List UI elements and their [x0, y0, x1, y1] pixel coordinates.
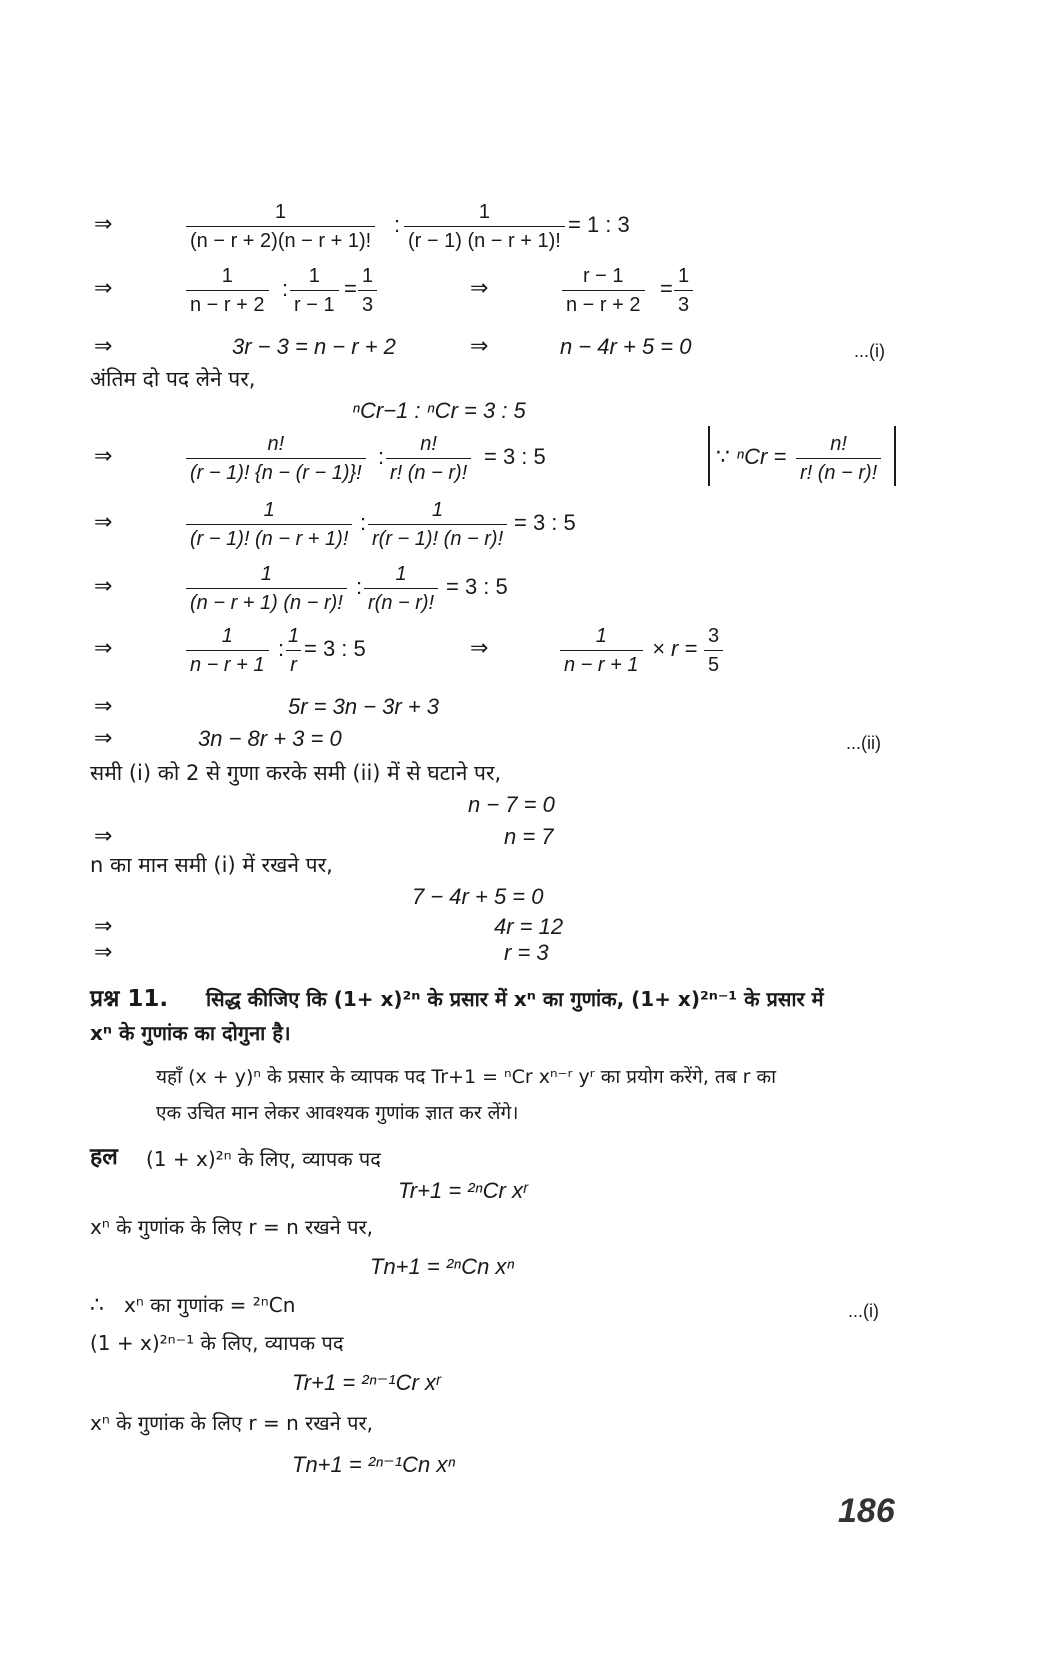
side-note-lhs: ∵ ⁿCr =	[716, 444, 787, 469]
implies-arrow: ⇒	[470, 276, 489, 301]
equals: =	[344, 276, 357, 301]
fraction	[674, 264, 693, 317]
numerator: 1	[595, 625, 607, 647]
equation-tag: ...(i)	[848, 1301, 879, 1321]
implies-arrow: ⇒	[470, 334, 489, 359]
equation: n − 7 = 0	[468, 792, 555, 817]
ratio-line: ⁿCr−1 : ⁿCr = 3 : 5	[352, 398, 526, 423]
general-term: Tr+1 = ²ⁿ⁻¹Cr xʳ	[292, 1370, 441, 1395]
equation-tag: ...(ii)	[846, 733, 881, 753]
equation: 7 − 4r + 5 = 0	[412, 884, 544, 909]
denominator: (r − 1) (n − r + 1)!	[404, 226, 565, 253]
hint-text: एक उचित मान लेकर आवश्यक गुणांक ज्ञात कर लेंगे।	[156, 1102, 519, 1124]
equation: n − 4r + 5 = 0	[560, 334, 692, 359]
ratio-colon: :	[394, 212, 401, 237]
numerator: 1	[308, 265, 320, 287]
denominator: r − 1	[290, 290, 339, 317]
equation-result: = 3 : 5	[304, 636, 366, 661]
equation: 3n − 8r + 3 = 0	[198, 726, 342, 751]
question-text: सिद्ध कीजिए कि (1+ x)²ⁿ के प्रसार में xⁿ का गुणांक, (1+ x)²ⁿ⁻¹ के प्रसार में	[206, 987, 824, 1011]
implies-arrow: ⇒	[94, 940, 113, 965]
hindi-text: n का मान समी (i) में रखने पर,	[90, 853, 333, 877]
denominator: r(r − 1)! (n − r)!	[368, 524, 507, 551]
numerator: 1	[221, 265, 233, 287]
numerator: 1	[288, 625, 300, 647]
hindi-text: अंतिम दो पद लेने पर,	[90, 367, 256, 391]
ratio-colon: :	[282, 276, 289, 301]
solution-text: xⁿ के गुणांक के लिए r = n रखने पर,	[90, 1411, 373, 1435]
fraction	[562, 264, 645, 317]
fraction	[284, 624, 303, 677]
denominator: 3	[674, 290, 693, 317]
numerator: n!	[830, 433, 847, 455]
implies-arrow: ⇒	[94, 510, 113, 535]
numerator: 1	[478, 201, 490, 223]
numerator: 1	[221, 625, 233, 647]
question-label: प्रश्न 11.	[90, 986, 169, 1012]
fraction	[186, 562, 347, 615]
implies-arrow: ⇒	[94, 574, 113, 599]
fraction	[186, 264, 269, 317]
implies-arrow: ⇒	[94, 914, 113, 939]
denominator: (n − r + 2)(n − r + 1)!	[186, 226, 375, 253]
denominator: n − r + 2	[186, 290, 269, 317]
fraction	[290, 264, 339, 317]
implies-arrow: ⇒	[94, 694, 113, 719]
denominator: n − r + 2	[562, 290, 645, 317]
general-term: Tn+1 = ²ⁿ⁻¹Cn xⁿ	[292, 1452, 456, 1477]
denominator: r! (n − r)!	[796, 458, 881, 485]
coefficient-line: xⁿ का गुणांक = ²ⁿCn	[124, 1293, 296, 1317]
implies-arrow: ⇒	[94, 824, 113, 849]
implies-arrow: ⇒	[94, 444, 113, 469]
numerator: 1	[263, 499, 275, 521]
fraction	[186, 624, 269, 677]
fraction	[386, 432, 471, 485]
denominator: (n − r + 1) (n − r)!	[186, 588, 347, 615]
denominator: r! (n − r)!	[386, 458, 471, 485]
therefore-symbol: ∴	[90, 1292, 104, 1317]
implies-arrow: ⇒	[94, 636, 113, 661]
denominator: r	[286, 650, 301, 677]
equation: 5r = 3n − 3r + 3	[288, 694, 440, 719]
implies-arrow: ⇒	[470, 636, 489, 661]
page-number: 186	[838, 1492, 895, 1530]
equals: =	[660, 276, 673, 301]
fraction	[358, 264, 377, 317]
ratio-colon: :	[278, 636, 285, 661]
numerator: 1	[678, 265, 690, 287]
equation-result: = 3 : 5	[514, 510, 576, 535]
equation-result: = 1 : 3	[568, 212, 630, 237]
numerator: 1	[260, 563, 272, 585]
general-term: Tr+1 = ²ⁿCr xʳ	[398, 1178, 528, 1203]
equation: n = 7	[504, 824, 554, 849]
equation: 3r − 3 = n − r + 2	[232, 334, 396, 359]
equation-result: = 3 : 5	[484, 444, 546, 469]
ratio-colon: :	[356, 574, 363, 599]
solution-text: (1 + x)²ⁿ⁻¹ के लिए, व्यापक पद	[90, 1331, 344, 1355]
numerator: r − 1	[582, 265, 624, 287]
fraction	[186, 200, 375, 253]
fraction	[186, 498, 352, 551]
numerator: 1	[432, 499, 444, 521]
numerator: 3	[708, 625, 720, 647]
denominator: (r − 1)! {n − (r − 1)}!	[186, 458, 366, 485]
numerator: 1	[275, 201, 287, 223]
numerator: 1	[395, 563, 407, 585]
denominator: n − r + 1	[560, 650, 643, 677]
fraction	[796, 432, 881, 485]
implies-arrow: ⇒	[94, 726, 113, 751]
solution-text: (1 + x)²ⁿ के लिए, व्यापक पद	[146, 1147, 381, 1171]
fraction	[704, 624, 723, 677]
ratio-colon: :	[378, 444, 385, 469]
denominator: 3	[358, 290, 377, 317]
fraction	[560, 624, 643, 677]
denominator: 5	[704, 650, 723, 677]
equation-tag: ...(i)	[854, 341, 885, 361]
denominator: r(n − r)!	[364, 588, 438, 615]
equation-result: = 3 : 5	[446, 574, 508, 599]
equation: r = 3	[504, 940, 549, 965]
ratio-colon: :	[360, 510, 367, 535]
fraction	[186, 432, 366, 485]
equation: 4r = 12	[494, 914, 564, 939]
general-term: Tn+1 = ²ⁿCn xⁿ	[370, 1254, 515, 1279]
question-text: xⁿ के गुणांक का दोगुना है।	[90, 1021, 291, 1045]
solution-text: xⁿ के गुणांक के लिए r = n रखने पर,	[90, 1215, 373, 1239]
hindi-text: समी (i) को 2 से गुणा करके समी (ii) में से घटाने पर,	[90, 761, 502, 785]
numerator: n!	[267, 433, 285, 455]
times-r: × r =	[652, 636, 698, 661]
implies-arrow: ⇒	[94, 334, 113, 359]
implies-arrow: ⇒	[94, 276, 113, 301]
numerator: 1	[362, 265, 374, 287]
numerator: n!	[420, 433, 437, 455]
fraction	[404, 200, 565, 253]
denominator: n − r + 1	[186, 650, 269, 677]
solution-label: हल	[90, 1144, 118, 1170]
fraction	[368, 498, 507, 551]
fraction	[364, 562, 438, 615]
hint-text: यहाँ (x + y)ⁿ के प्रसार के व्यापक पद Tr+1 = ⁿCr xⁿ⁻ʳ yʳ का प्रयोग करेंगे, तब r का	[156, 1066, 777, 1088]
implies-arrow: ⇒	[94, 212, 113, 237]
denominator: (r − 1)! (n − r + 1)!	[186, 524, 352, 551]
